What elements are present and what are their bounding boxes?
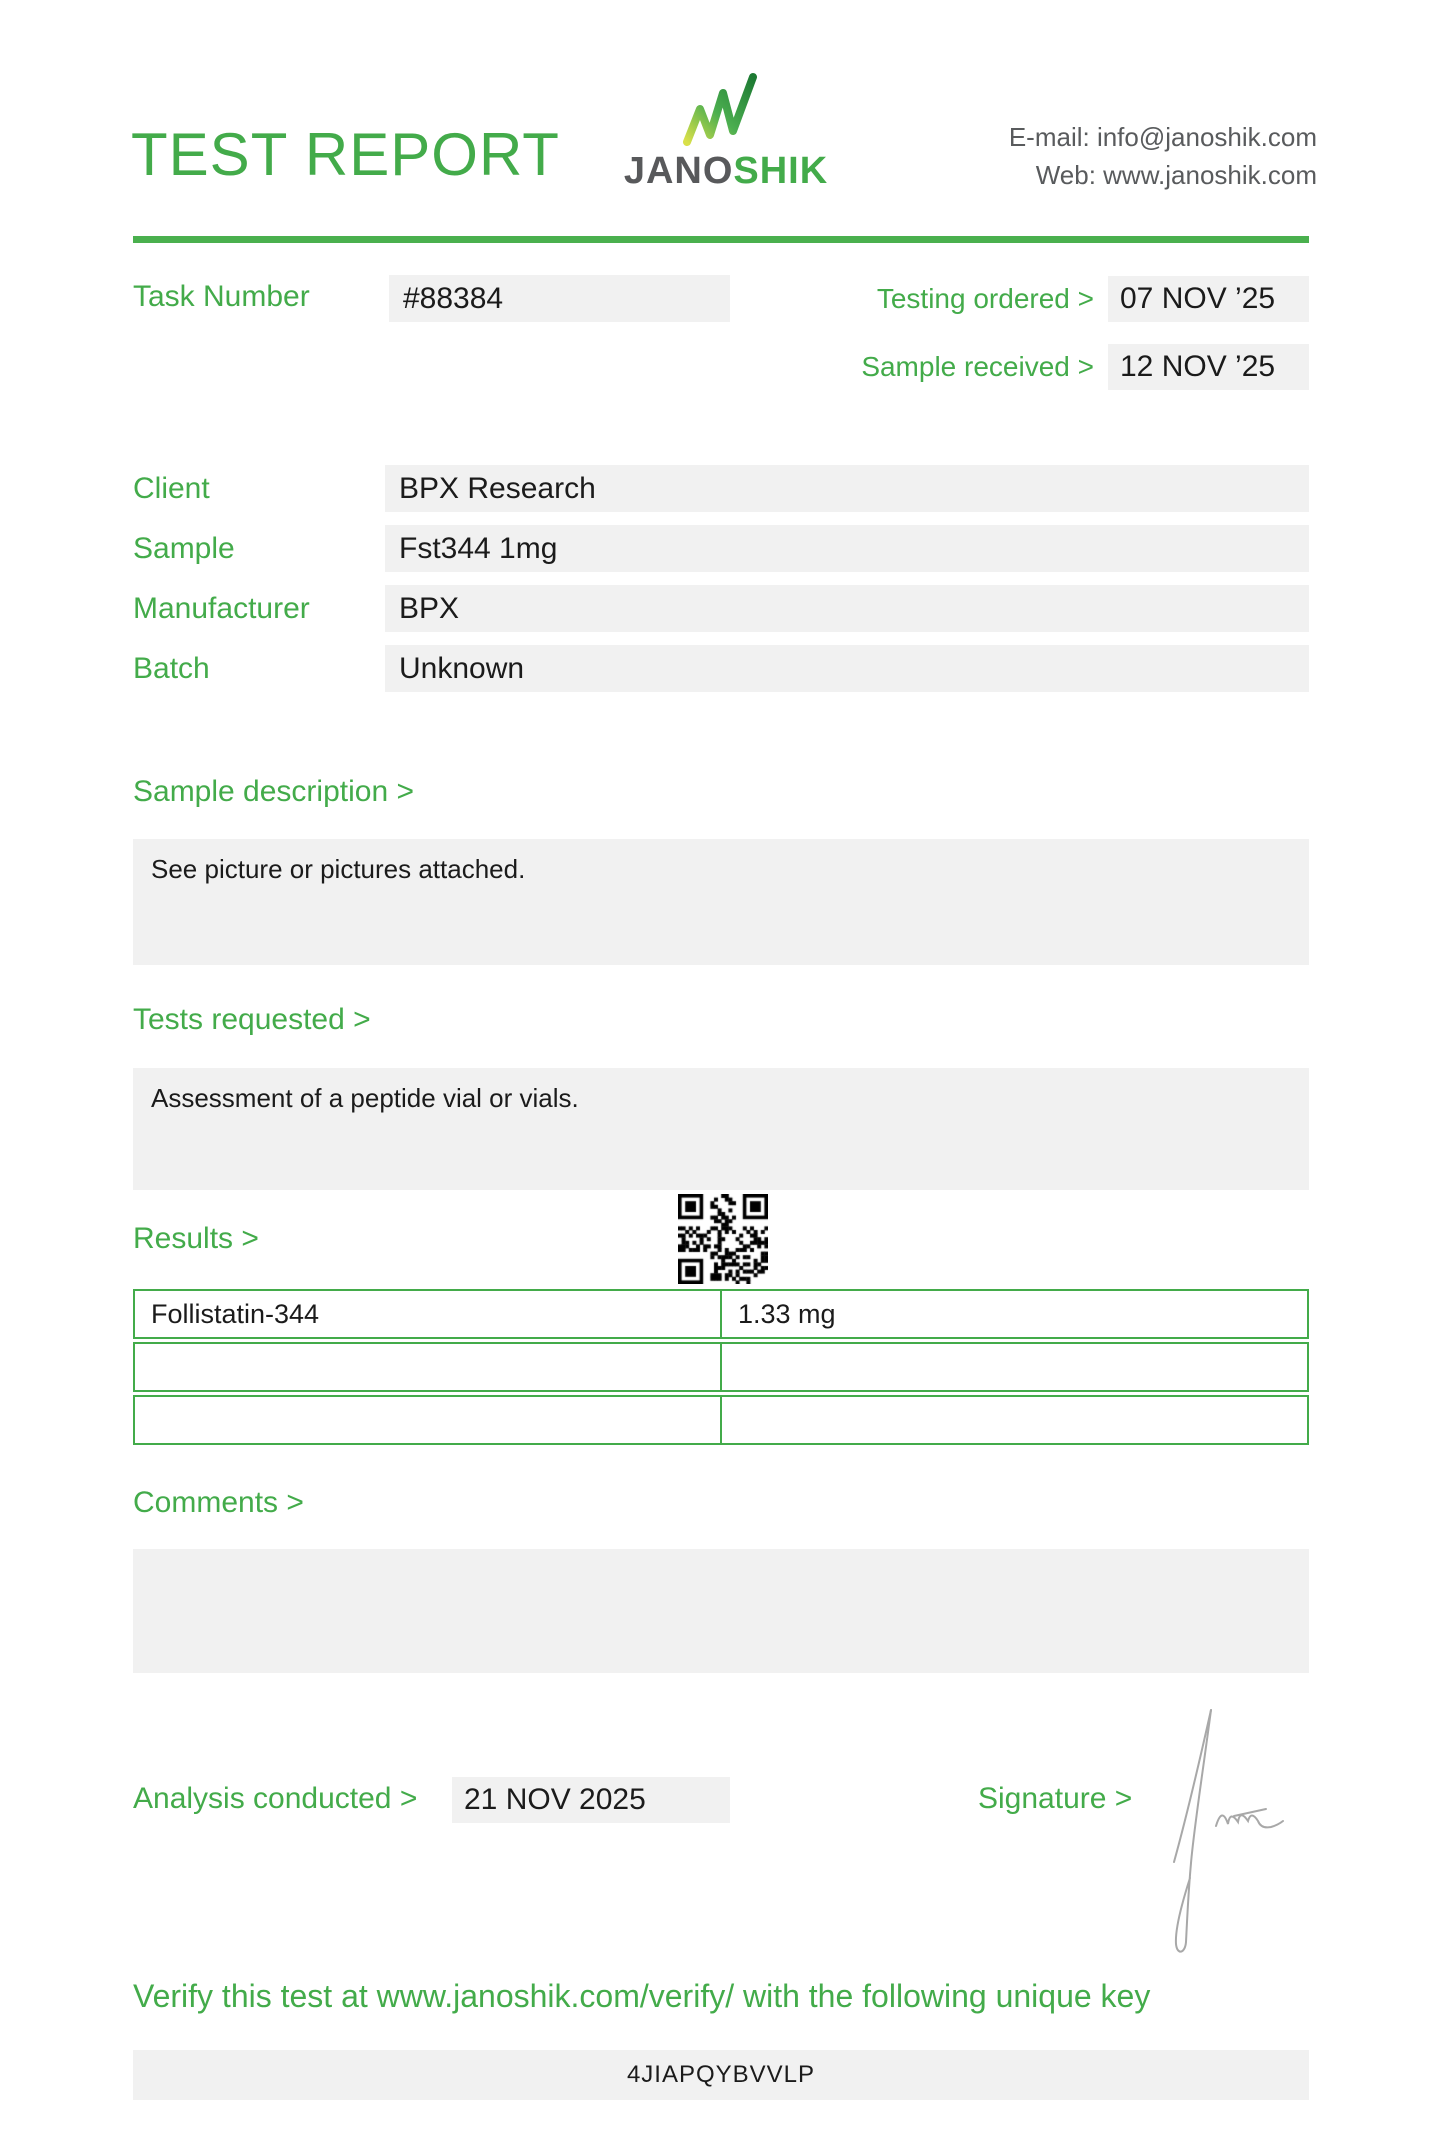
- results-heading: Results >: [133, 1222, 259, 1255]
- result-analyte: Follistatin-344: [135, 1291, 722, 1337]
- logo-wordmark: [616, 150, 836, 193]
- growth-chart-icon: [683, 72, 765, 148]
- sample-description-heading: Sample description >: [133, 775, 414, 808]
- table-row: [133, 1289, 1309, 1339]
- detail-row-client: [133, 465, 1309, 512]
- client-label: Client: [133, 472, 210, 505]
- result-analyte: [135, 1344, 722, 1390]
- analysis-date-value: 21 NOV 2025: [452, 1777, 730, 1823]
- results-table: [133, 1289, 1309, 1448]
- signature-label: Signature >: [978, 1782, 1133, 1815]
- comments-box: [133, 1549, 1309, 1673]
- result-value: [722, 1344, 1307, 1390]
- unique-key-value: 4JIAPQYBVVLP: [133, 2050, 1309, 2100]
- sample-label: Sample: [133, 532, 235, 565]
- qr-code: [678, 1194, 768, 1284]
- batch-value: Unknown: [385, 645, 1309, 692]
- sample-received-value: 12 NOV ’25: [1108, 344, 1309, 390]
- analysis-conducted-label: Analysis conducted >: [133, 1782, 418, 1815]
- contact-email: E-mail: info@janoshik.com: [1008, 122, 1317, 152]
- batch-label: Batch: [133, 652, 210, 685]
- result-analyte: [135, 1397, 722, 1443]
- detail-row-sample: [133, 525, 1309, 572]
- contact-web: Web: www.janoshik.com: [1035, 160, 1317, 190]
- client-value: BPX Research: [385, 465, 1309, 512]
- result-value: 1.33 mg: [738, 1299, 836, 1329]
- page-title: TEST REPORT: [131, 121, 560, 188]
- task-number-label: Task Number: [133, 280, 310, 313]
- handwritten-signature: [1140, 1678, 1320, 1958]
- testing-ordered-row: [877, 276, 1309, 322]
- tests-requested-box: Assessment of a peptide vial or vials.: [133, 1068, 1309, 1190]
- comments-heading: Comments >: [133, 1486, 304, 1519]
- detail-row-batch: [133, 645, 1309, 692]
- verify-instruction: Verify this test at www.janoshik.com/verify/ with the following unique key: [133, 1978, 1151, 2014]
- logo-shik: SHIK: [733, 150, 829, 192]
- sample-value: Fst344 1mg: [385, 525, 1309, 572]
- contact-info: [1009, 118, 1317, 194]
- testing-ordered-value: 07 NOV ’25: [1108, 276, 1309, 322]
- tests-requested-heading: Tests requested >: [133, 1003, 371, 1036]
- detail-row-manufacturer: [133, 585, 1309, 632]
- table-row: [133, 1342, 1309, 1392]
- sample-received-row: [861, 344, 1309, 390]
- manufacturer-label: Manufacturer: [133, 592, 310, 625]
- testing-ordered-label: Testing ordered >: [876, 283, 1094, 314]
- table-row: [133, 1395, 1309, 1445]
- result-value: [722, 1397, 1307, 1443]
- header-divider: [133, 236, 1309, 243]
- manufacturer-value: BPX: [385, 585, 1309, 632]
- sample-received-label: Sample received >: [861, 351, 1094, 382]
- logo-jano: JANO: [623, 150, 734, 192]
- task-number-value: #88384: [389, 275, 730, 322]
- sample-description-box: See picture or pictures attached.: [133, 839, 1309, 965]
